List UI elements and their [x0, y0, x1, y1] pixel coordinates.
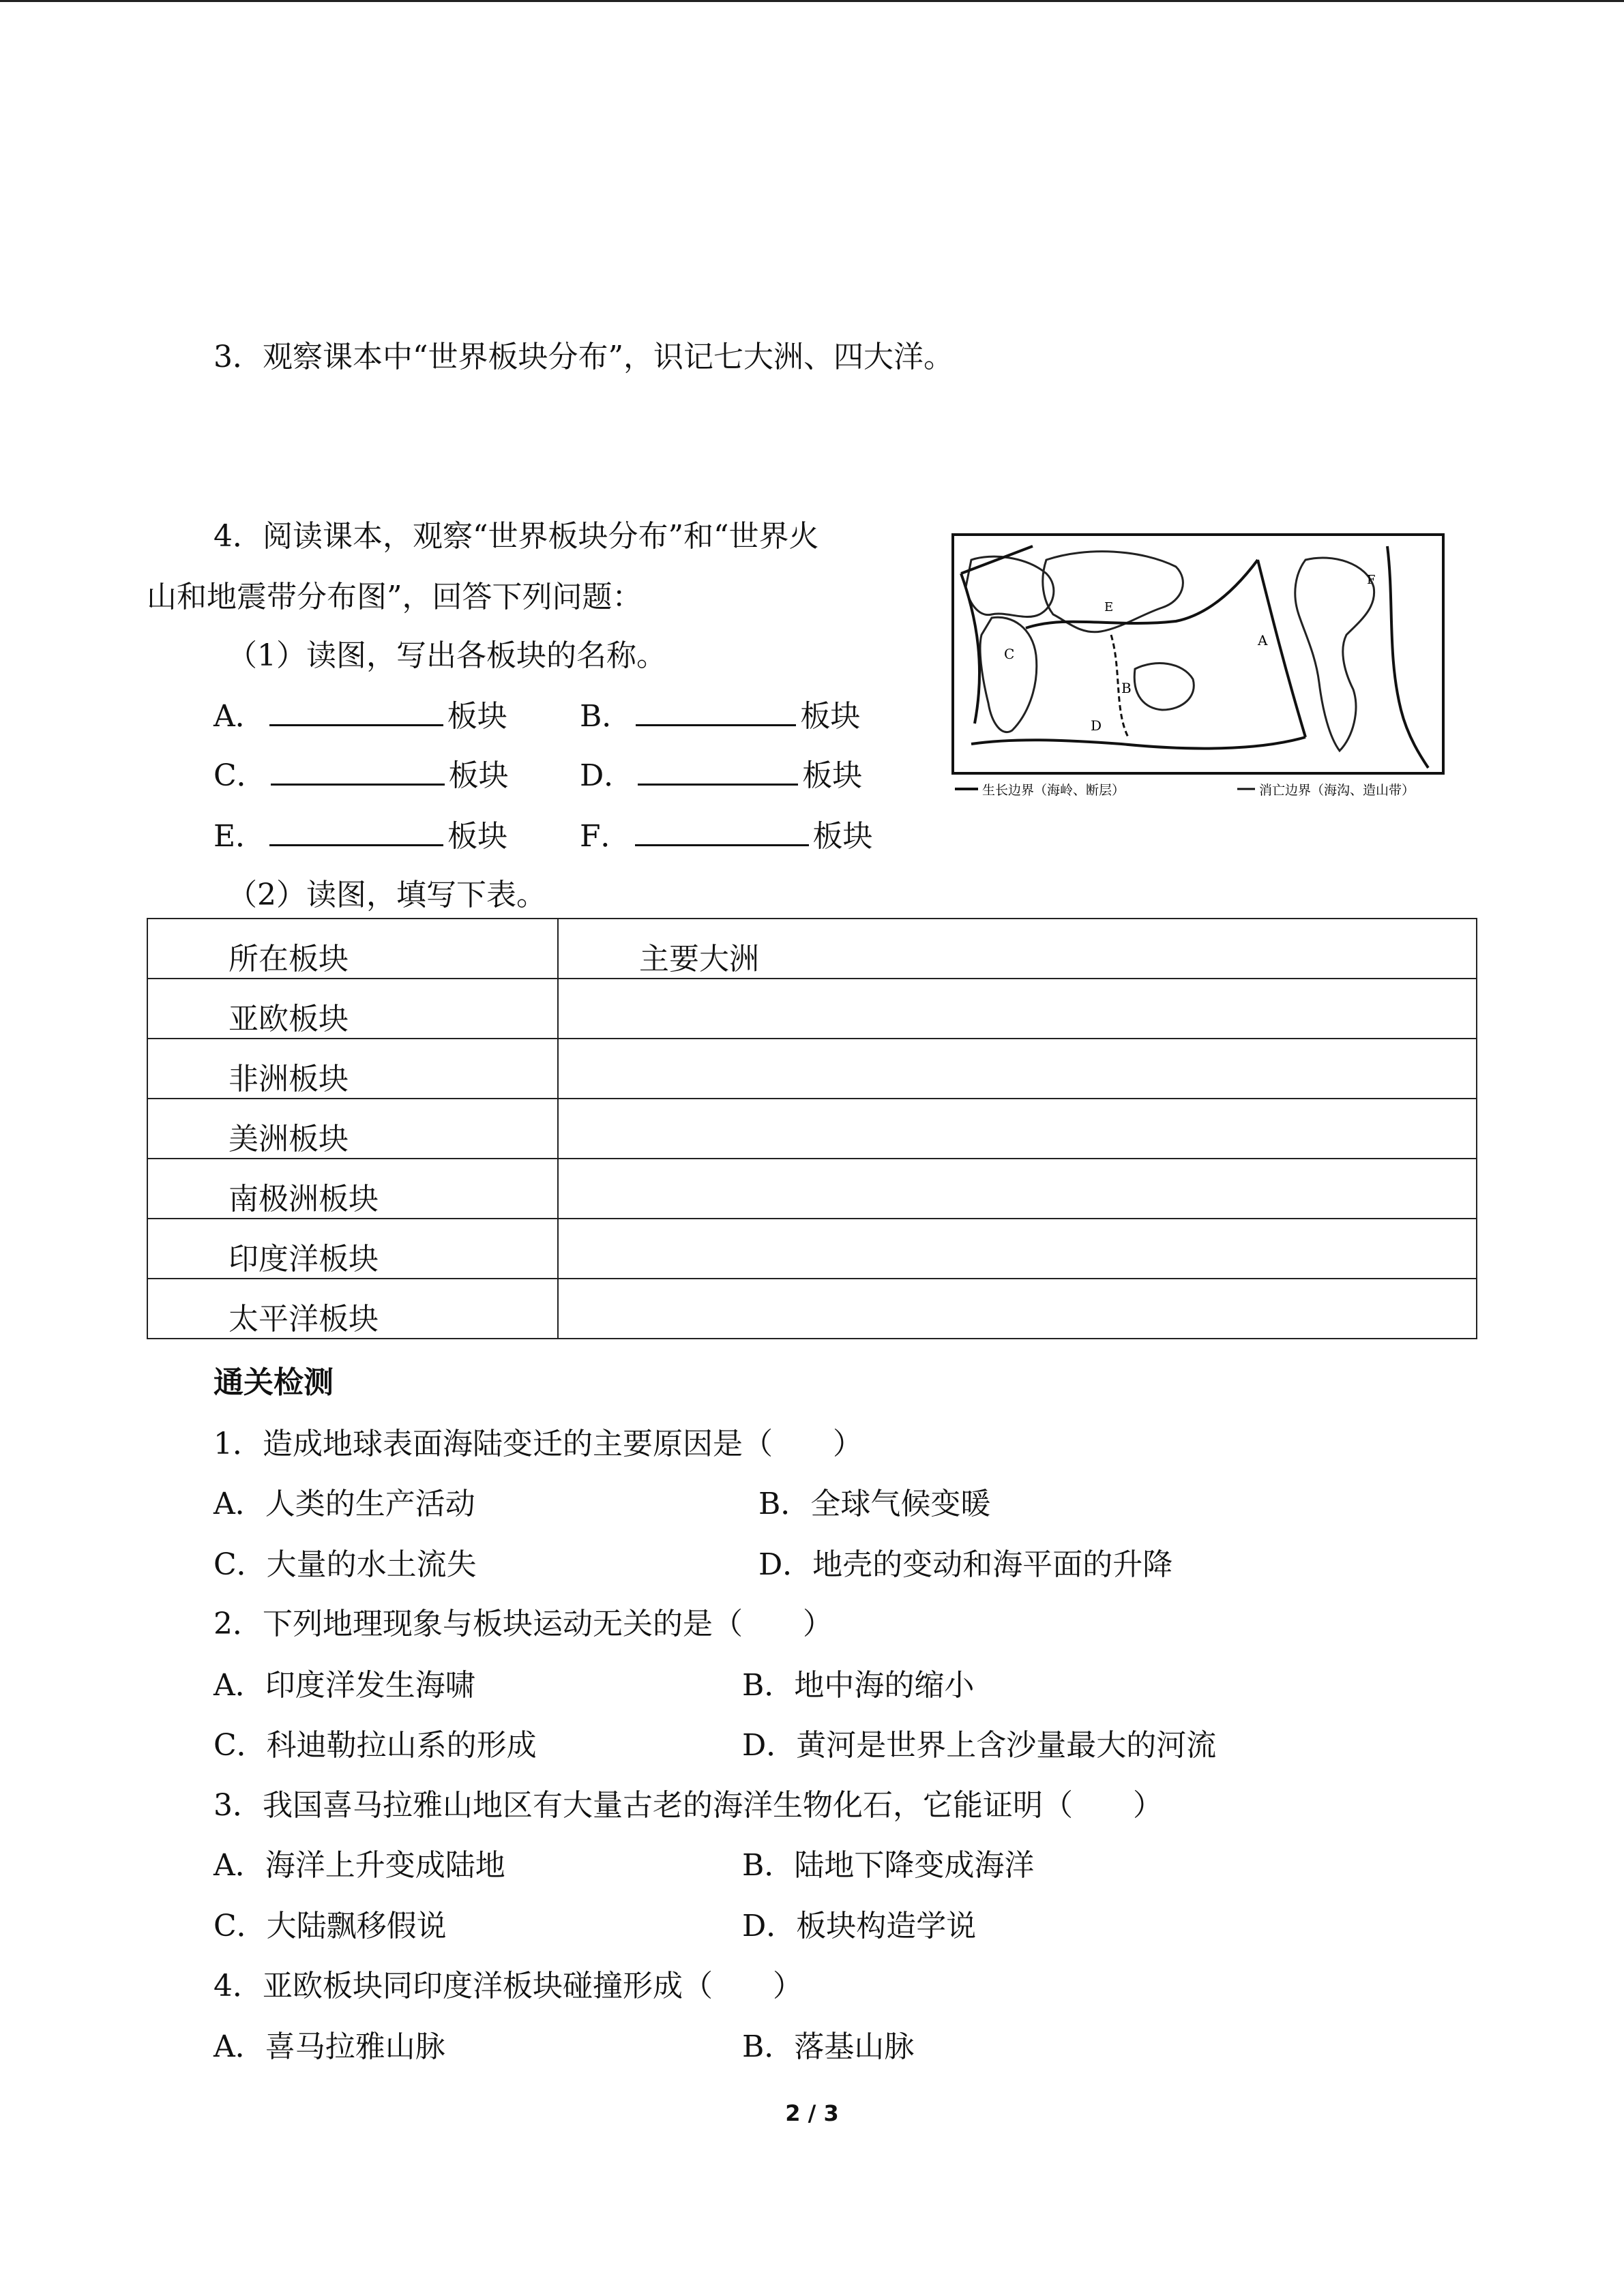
- table-row: [147, 1159, 1477, 1219]
- blank-c-input[interactable]: [271, 755, 445, 786]
- blank-c-label: C．: [213, 758, 267, 793]
- question-4-line1: 4．阅读课本，观察“世界板块分布”和“世界火: [213, 519, 819, 554]
- blank-row-d: [580, 755, 862, 796]
- blank-f-input[interactable]: [635, 816, 809, 846]
- plate-continent-table: [147, 918, 1477, 1339]
- blank-a-input[interactable]: [269, 696, 443, 726]
- sub-question-1: （1）读图，写出各板块的名称。: [227, 638, 666, 673]
- blank-row-b: [580, 696, 860, 737]
- plate-map: [951, 533, 1445, 799]
- table-cell-plate: 美洲板块: [147, 1099, 558, 1159]
- quiz-q1: 1．造成地球表面海陆变迁的主要原因是（ ）: [213, 1427, 863, 1461]
- quiz-q3-option-c[interactable]: C．大陆飘移假说: [213, 1909, 447, 1943]
- table-header-row: [147, 919, 1477, 979]
- plate-label-c: C: [1004, 646, 1015, 662]
- legend-growth-text: 生长边界（海岭、断层）: [982, 783, 1125, 798]
- table-row: [147, 979, 1477, 1039]
- quiz-q4-option-b[interactable]: B．落基山脉: [742, 2029, 915, 2064]
- quiz-q1-option-b[interactable]: B．全球气候变暖: [758, 1487, 991, 1521]
- plate-label-d: D: [1091, 717, 1102, 734]
- blank-a-suffix: 板块: [447, 699, 507, 734]
- legend-consume-text: 消亡边界（海沟、造山带）: [1259, 783, 1415, 798]
- table-row: [147, 1219, 1477, 1279]
- quiz-q4-option-a[interactable]: A．喜马拉雅山脉: [213, 2029, 445, 2064]
- quiz-q3-option-b[interactable]: B．陆地下降变成海洋: [742, 1848, 1035, 1883]
- quiz-q3: 3．我国喜马拉雅山地区有大量古老的海洋生物化石，它能证明（ ）: [213, 1788, 1163, 1823]
- quiz-heading: 通关检测: [213, 1365, 334, 1400]
- plate-label-f: F: [1367, 573, 1376, 587]
- blank-d-input[interactable]: [638, 755, 798, 786]
- quiz-q2-option-d[interactable]: D．黄河是世界上含沙量最大的河流: [742, 1728, 1217, 1763]
- page-number: 2 / 3: [785, 2100, 839, 2126]
- table-cell-plate: 南极洲板块: [147, 1159, 558, 1219]
- quiz-q4: 4．亚欧板块同印度洋板块碰撞形成（ ）: [213, 1969, 803, 2003]
- quiz-q2-option-b[interactable]: B．地中海的缩小: [742, 1668, 975, 1703]
- blank-f-label: F．: [580, 819, 631, 854]
- blank-a-label: A．: [213, 699, 265, 734]
- quiz-q2: 2．下列地理现象与板块运动无关的是（ ）: [213, 1607, 833, 1641]
- map-frame: [953, 535, 1443, 773]
- blank-row-e: [213, 816, 507, 857]
- table-cell-continent[interactable]: [558, 1039, 1477, 1099]
- quiz-q1-option-d[interactable]: D．地壳的变动和海平面的升降: [758, 1547, 1173, 1582]
- table-cell-plate: 亚欧板块: [147, 979, 558, 1039]
- plate-label-a: A: [1258, 632, 1268, 648]
- quiz-q1-option-a[interactable]: A．人类的生产活动: [213, 1487, 475, 1521]
- table-cell-continent[interactable]: [558, 979, 1477, 1039]
- question-4-line2: 山和地震带分布图”，回答下列问题：: [147, 580, 643, 614]
- table-cell-continent[interactable]: [558, 1159, 1477, 1219]
- quiz-q2-option-c[interactable]: C．科迪勒拉山系的形成: [213, 1728, 537, 1763]
- table-header-plate: 所在板块: [147, 919, 558, 979]
- table-header-continent: 主要大洲: [558, 919, 1477, 979]
- quiz-q3-option-d[interactable]: D．板块构造学说: [742, 1909, 977, 1943]
- table-cell-plate: 印度洋板块: [147, 1219, 558, 1279]
- blank-e-input[interactable]: [269, 816, 443, 846]
- table-cell-continent[interactable]: [558, 1279, 1477, 1339]
- blank-c-suffix: 板块: [448, 758, 509, 793]
- question-3-text: 3．观察课本中“世界板块分布”，识记七大洲、四大洋。: [213, 340, 954, 374]
- table-cell-plate: 非洲板块: [147, 1039, 558, 1099]
- quiz-q3-option-a[interactable]: A．海洋上升变成陆地: [213, 1848, 505, 1883]
- blank-d-suffix: 板块: [802, 758, 863, 793]
- blank-row-c: [213, 755, 509, 796]
- blank-f-suffix: 板块: [812, 819, 873, 854]
- quiz-q1-option-c[interactable]: C．大量的水土流失: [213, 1547, 477, 1582]
- plate-label-b: B: [1121, 680, 1132, 696]
- table-cell-continent[interactable]: [558, 1219, 1477, 1279]
- table-row: [147, 1039, 1477, 1099]
- blank-e-suffix: 板块: [447, 819, 508, 854]
- blank-b-input[interactable]: [636, 696, 796, 726]
- blank-row-ab: [213, 696, 507, 737]
- blank-d-label: D．: [580, 758, 634, 793]
- blank-e-label: E．: [213, 819, 266, 854]
- table-row: [147, 1099, 1477, 1159]
- blank-b-suffix: 板块: [800, 699, 861, 734]
- plate-label-e: E: [1104, 600, 1114, 614]
- blank-b-label: B．: [580, 699, 632, 734]
- table-cell-continent[interactable]: [558, 1099, 1477, 1159]
- top-border: [0, 0, 1624, 2]
- blank-row-f: [580, 816, 873, 857]
- quiz-q2-option-a[interactable]: A．印度洋发生海啸: [213, 1668, 475, 1703]
- table-row: [147, 1279, 1477, 1339]
- sub-question-2: （2）读图，填写下表。: [227, 878, 546, 912]
- table-cell-plate: 太平洋板块: [147, 1279, 558, 1339]
